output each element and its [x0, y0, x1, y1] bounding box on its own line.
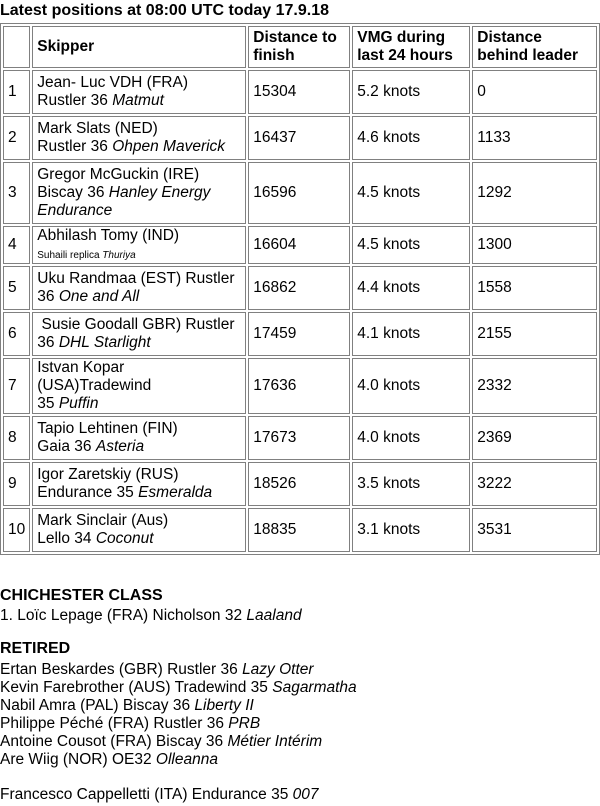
boat-class: Biscay 36	[37, 184, 109, 201]
row-skipper	[32, 226, 246, 264]
entry-text: Kevin Farebrother (AUS) Tradewind 35	[0, 679, 273, 696]
row-position: 3	[3, 162, 30, 224]
row-distance: 16604	[248, 226, 350, 264]
table-header-row	[3, 26, 597, 68]
row-position: 10	[3, 508, 30, 552]
skipper-name: Abhilash Tomy (IND)	[37, 227, 180, 244]
row-skipper	[32, 508, 246, 552]
row-skipper	[32, 162, 246, 224]
row-vmg: 3.5 knots	[352, 462, 470, 506]
boat-class: 35	[37, 395, 59, 412]
row-position: 6	[3, 312, 30, 356]
boat-name: Coconut	[95, 530, 154, 547]
row-distance: 17459	[248, 312, 350, 356]
table-row	[3, 312, 597, 356]
entry-text: Philippe Péché (FRA) Rustler 36	[0, 715, 229, 732]
boat-class: Suhaili replica	[37, 250, 103, 261]
table-row	[3, 508, 597, 552]
boat-name: 007	[292, 786, 319, 803]
boat-name: Olleanna	[155, 751, 218, 768]
row-vmg: 4.0 knots	[352, 416, 470, 460]
boat-class: Lello 34	[37, 530, 96, 547]
skipper-name: Jean- Luc VDH (FRA)	[37, 74, 188, 91]
row-position: 5	[3, 266, 30, 310]
boat-name: Puffin	[58, 395, 99, 412]
positions-table	[0, 23, 600, 555]
row-skipper	[32, 266, 246, 310]
row-position: 4	[3, 226, 30, 264]
skipper-name: Mark Slats (NED)	[37, 120, 158, 137]
skipper-name: Susie Goodall GBR) Rustler	[37, 316, 235, 333]
table-row	[3, 416, 597, 460]
row-vmg: 3.1 knots	[352, 508, 470, 552]
header-distance: Distance to finish	[248, 26, 350, 68]
row-distance: 17673	[248, 416, 350, 460]
row-behind: 2369	[472, 416, 597, 460]
boat-name: One and All	[58, 288, 140, 305]
entry-text: Are Wiig (NOR) OE32	[0, 751, 156, 768]
boat-class: Gaia 36	[37, 438, 96, 455]
row-position: 1	[3, 70, 30, 114]
retired-entry	[0, 661, 314, 679]
skipper-name: Tapio Lehtinen (FIN)	[37, 420, 178, 437]
boat-name: Thuriya	[102, 250, 136, 261]
row-skipper	[32, 70, 246, 114]
retired-entry	[0, 679, 357, 697]
retired-entry	[0, 751, 218, 769]
boat-class: Rustler 36	[37, 138, 113, 155]
row-skipper	[32, 312, 246, 356]
row-vmg: 5.2 knots	[352, 70, 470, 114]
table-row	[3, 162, 597, 224]
row-skipper	[32, 358, 246, 414]
entry-text: 1. Loïc Lepage (FRA) Nicholson 32	[0, 607, 247, 624]
header-position	[3, 26, 30, 68]
boat-name: Métier Intérim	[227, 733, 323, 750]
row-distance: 16862	[248, 266, 350, 310]
row-distance: 15304	[248, 70, 350, 114]
skipper-name: Uku Randmaa (EST) Rustler	[37, 270, 235, 287]
row-position: 7	[3, 358, 30, 414]
skipper-name: Istvan Kopar (USA)Tradewind	[37, 359, 152, 394]
boat-name: Lazy Otter	[242, 661, 314, 678]
skipper-name: Igor Zaretskiy (RUS)	[37, 466, 179, 483]
chichester-entry	[0, 607, 302, 625]
header-vmg: VMG during last 24 hours	[352, 26, 470, 68]
row-vmg: 4.6 knots	[352, 116, 470, 160]
entry-text: Nabil Amra (PAL) Biscay 36	[0, 697, 195, 714]
boat-name: Liberty II	[194, 697, 254, 714]
page-heading: Latest positions at 08:00 UTC today 17.9.18	[0, 2, 329, 19]
row-skipper	[32, 416, 246, 460]
row-behind: 1292	[472, 162, 597, 224]
entry-text: Francesco Cappelletti (ITA) Endurance 35	[0, 786, 293, 803]
boat-name: Esmeralda	[138, 484, 213, 501]
row-distance: 16596	[248, 162, 350, 224]
row-position: 2	[3, 116, 30, 160]
boat-name: Ohpen Maverick	[112, 138, 226, 155]
chichester-class-title: CHICHESTER CLASS	[0, 587, 163, 604]
boat-name: Hanley Energy Endurance	[37, 184, 211, 219]
entry-text: Ertan Beskardes (GBR) Rustler 36	[0, 661, 243, 678]
boat-class: 36	[37, 334, 59, 351]
boat-name: Asteria	[95, 438, 145, 455]
boat-class: 36	[37, 288, 59, 305]
row-skipper	[32, 462, 246, 506]
boat-name: PRB	[228, 715, 261, 732]
row-behind: 1300	[472, 226, 597, 264]
row-distance: 18526	[248, 462, 350, 506]
row-behind: 2155	[472, 312, 597, 356]
table-row	[3, 226, 597, 264]
entry-text: Antoine Cousot (FRA) Biscay 36	[0, 733, 228, 750]
row-behind: 1558	[472, 266, 597, 310]
row-behind: 3222	[472, 462, 597, 506]
row-position: 9	[3, 462, 30, 506]
row-distance: 16437	[248, 116, 350, 160]
header-distance-behind: Distance behind leader	[472, 26, 597, 68]
boat-name: Laaland	[246, 607, 302, 624]
boat-name: Sagarmatha	[272, 679, 357, 696]
retired-entry	[0, 733, 322, 751]
table-row	[3, 462, 597, 506]
row-vmg: 4.4 knots	[352, 266, 470, 310]
row-behind: 2332	[472, 358, 597, 414]
row-distance: 17636	[248, 358, 350, 414]
boat-name: Matmut	[112, 92, 164, 109]
retired-title: RETIRED	[0, 640, 71, 657]
boat-name: DHL Starlight	[58, 334, 151, 351]
retired-entry	[0, 697, 254, 715]
row-behind: 1133	[472, 116, 597, 160]
row-behind: 3531	[472, 508, 597, 552]
table-row	[3, 70, 597, 114]
row-behind: 0	[472, 70, 597, 114]
boat-class: Rustler 36	[37, 92, 113, 109]
retired-entry	[0, 786, 319, 804]
row-position: 8	[3, 416, 30, 460]
row-vmg: 4.1 knots	[352, 312, 470, 356]
table-row	[3, 116, 597, 160]
row-vmg: 4.0 knots	[352, 358, 470, 414]
boat-class: Endurance 35	[37, 484, 139, 501]
row-skipper	[32, 116, 246, 160]
header-skipper: Skipper	[32, 26, 246, 68]
row-distance: 18835	[248, 508, 350, 552]
row-vmg: 4.5 knots	[352, 226, 470, 264]
skipper-name: Gregor McGuckin (IRE)	[37, 166, 200, 183]
row-vmg: 4.5 knots	[352, 162, 470, 224]
table-row	[3, 266, 597, 310]
skipper-name: Mark Sinclair (Aus)	[37, 512, 169, 529]
table-row	[3, 358, 597, 414]
retired-entry	[0, 715, 260, 733]
